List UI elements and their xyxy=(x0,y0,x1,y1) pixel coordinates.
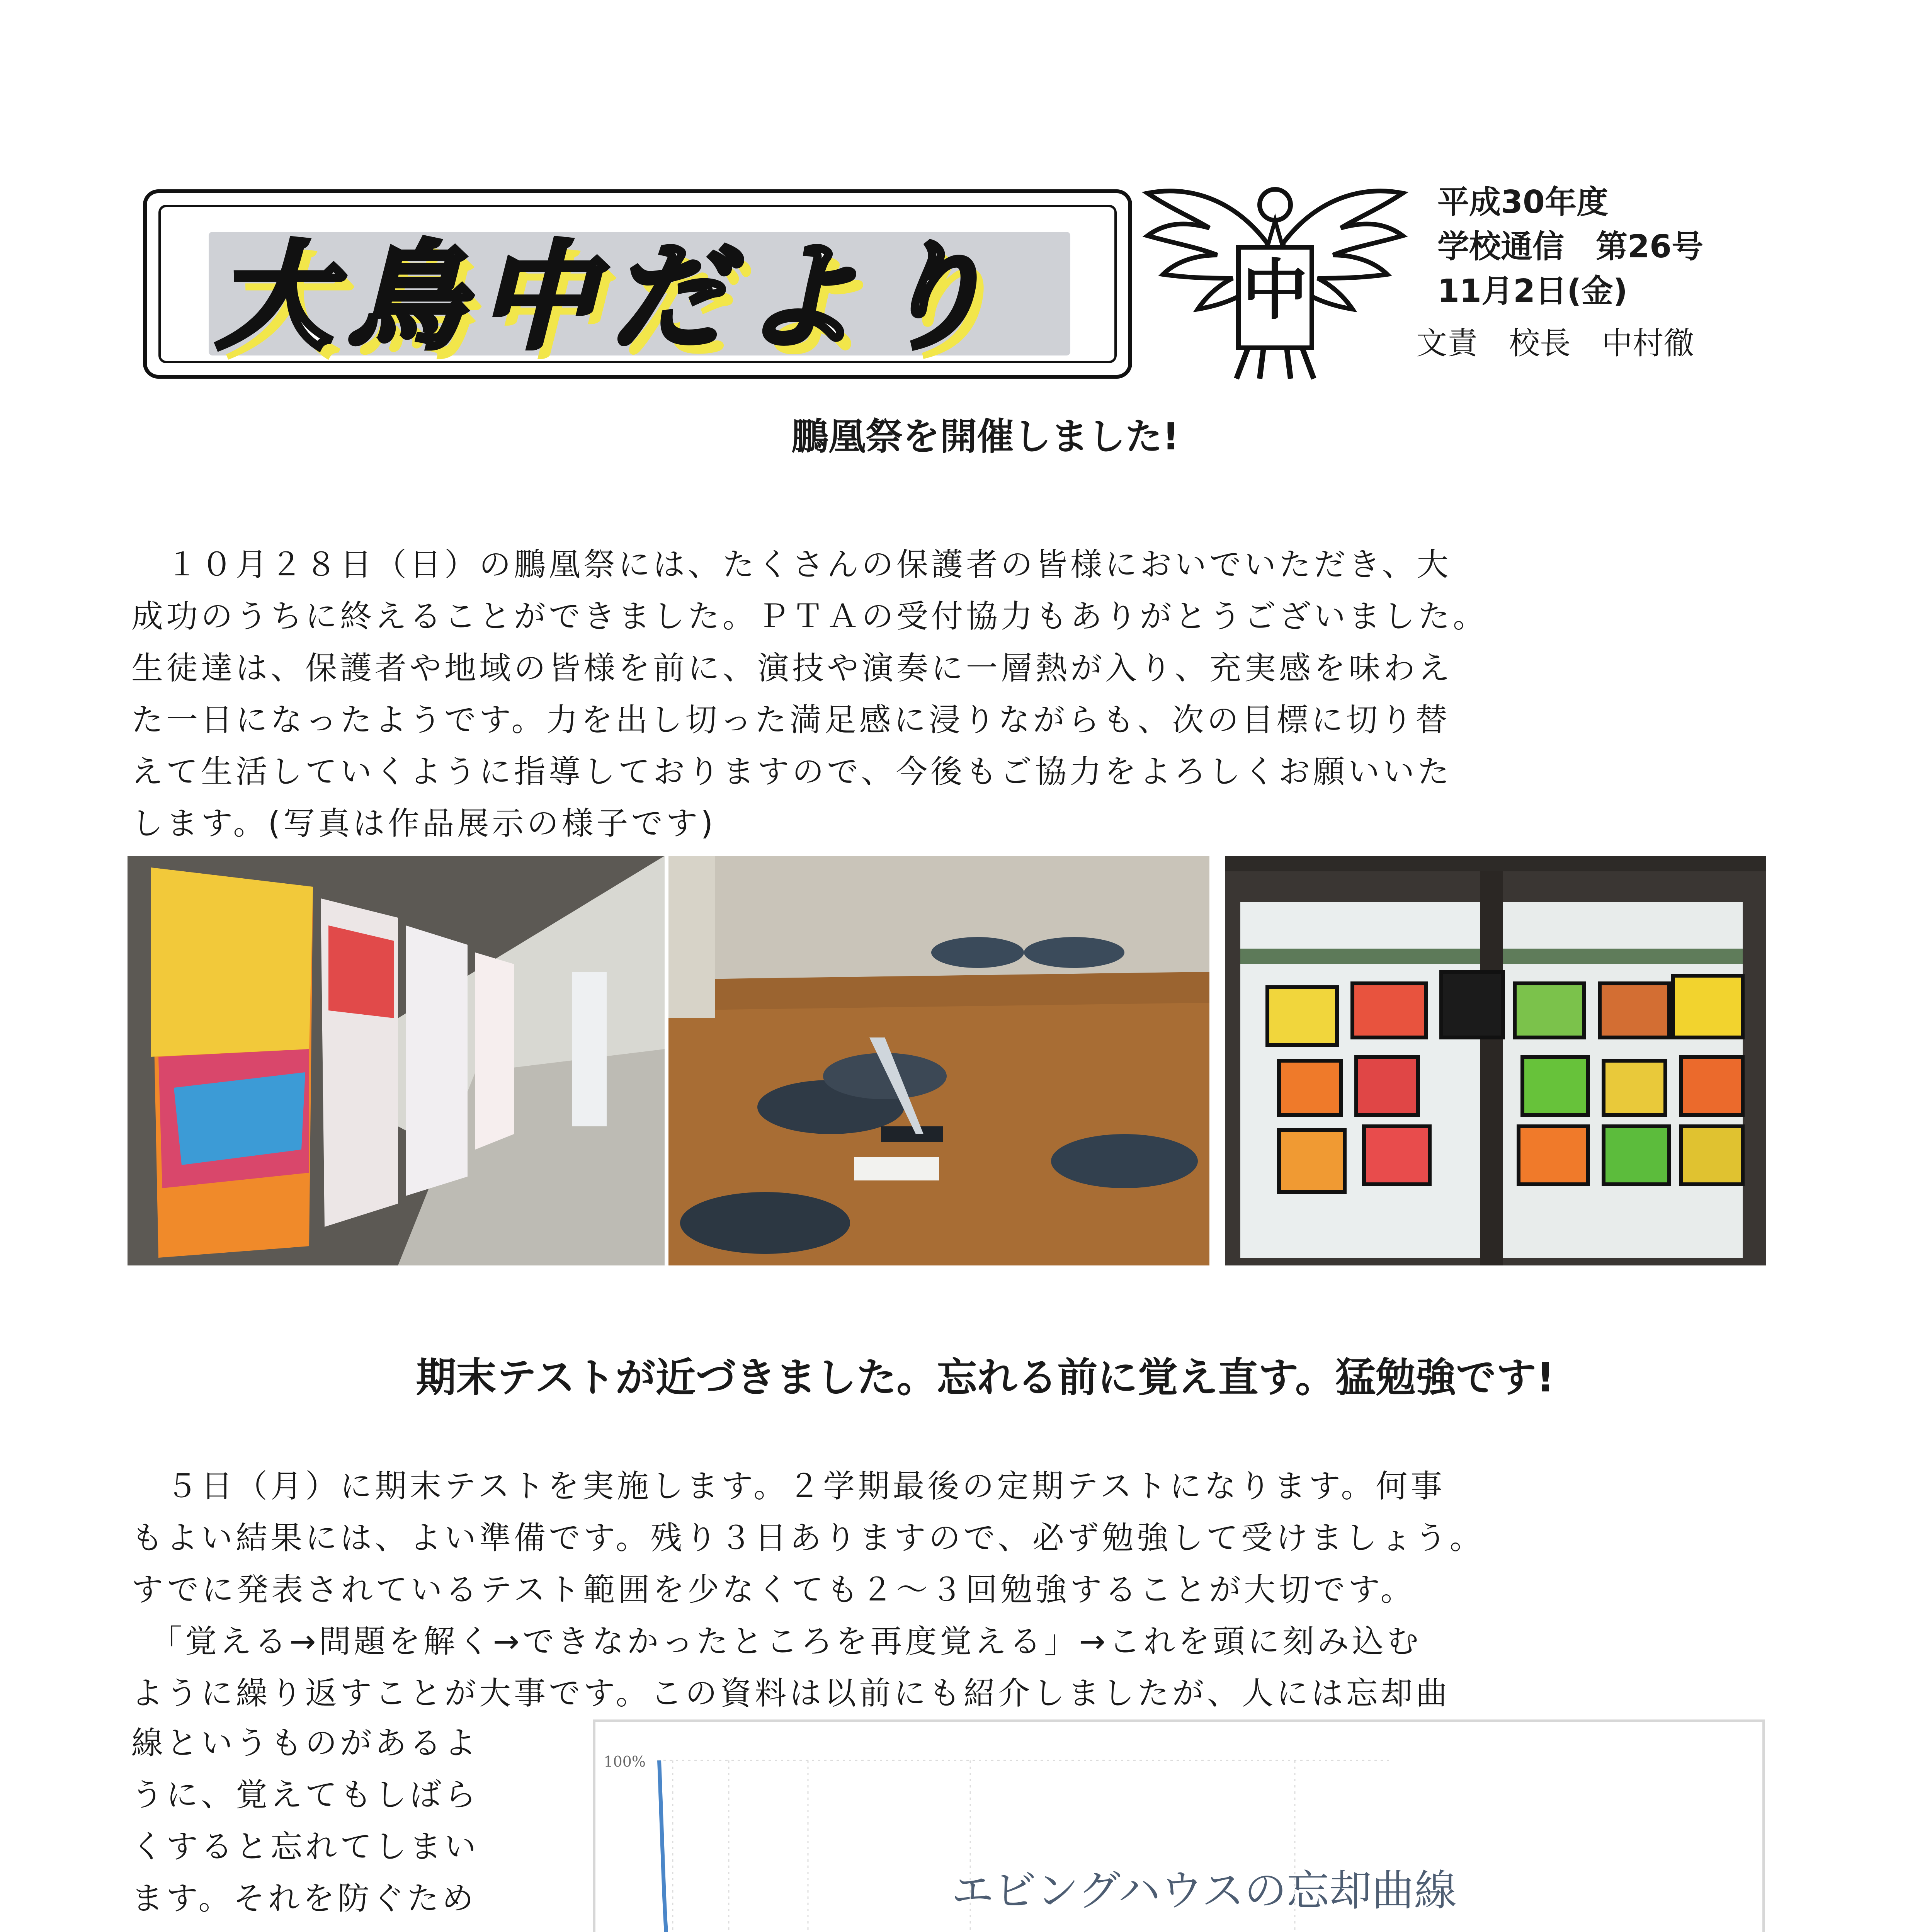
text-line: 生徒達は、保護者や地域の皆様を前に、演技や演奏に一層熱が入り、充実感を味わえ xyxy=(131,650,1453,687)
chart-canvas xyxy=(595,1722,1762,1932)
issue-number: 学校通信 第26号 xyxy=(1437,228,1704,265)
text-line: うに、覚えてもしばら xyxy=(131,1777,480,1813)
y-tick-label: 100% xyxy=(604,1753,646,1770)
article-2-body xyxy=(131,1461,1485,1719)
text-line: します。(写真は作品展示の様子です) xyxy=(131,805,716,842)
text-line: ように繰り返すことが大事です。この資料は以前にも紹介しましたが、人には忘却曲 xyxy=(131,1675,1451,1712)
chart-title: エビングハウスの忘却曲線 xyxy=(951,1866,1457,1915)
text-line: １０月２８日（日）の鵬凰祭には、たくさんの保護者の皆様においでいただき、大 xyxy=(131,546,1452,583)
text-line: くすると忘れてしまい xyxy=(131,1828,480,1865)
article-1-headline: 鵬凰祭を開催しました! xyxy=(791,415,1179,458)
text-line: た一日になったようです。力を出し切った満足感に浸りながらも、次の目標に切り替 xyxy=(131,702,1451,738)
issue-era: 平成30年度 xyxy=(1437,184,1609,221)
photo-window-cutouts xyxy=(1225,856,1766,1265)
issue-editor: 文責 校長 中村徹 xyxy=(1416,325,1694,361)
text-line: えて生活していくように指導しておりますので、今後もご協力をよろしくお願いいた xyxy=(131,753,1452,790)
text-line: ５日（月）に期末テストを実施します。２学期最後の定期テストになります。何事 xyxy=(131,1468,1446,1505)
photo-artwork-display xyxy=(668,856,1209,1265)
school-emblem-icon xyxy=(1140,170,1410,386)
text-line: 線というものがあるよ xyxy=(131,1725,480,1762)
forgetting-curve-chart xyxy=(593,1719,1765,1932)
svg-text:中: 中 xyxy=(1242,252,1308,329)
article-1-body xyxy=(131,539,1488,850)
text-line xyxy=(131,1925,479,1932)
text-line: 「覚える→問題を解く→できなかったところを再度覚える」→これを頭に刻み込む xyxy=(131,1623,1422,1660)
photo-hallway-posters xyxy=(128,856,665,1265)
text-line: 成功のうちに終えることができました。ＰＴＡの受付協力もありがとうございました。 xyxy=(131,598,1488,635)
text-line: もよい結果には、よい準備です。残り３日ありますので、必ず勉強して受けましょう。 xyxy=(131,1520,1485,1556)
issue-date: 11月2日(金) xyxy=(1437,273,1628,310)
text-line: ます。それを防ぐため xyxy=(131,1880,477,1917)
article-2-headline: 期末テストが近づきました。忘れる前に覚え直す。猛勉強です! xyxy=(416,1354,1555,1401)
article-2-side-column xyxy=(131,1718,479,1932)
text-line: すでに発表されているテスト範囲を少なくても２～３回勉強することが大切です。 xyxy=(131,1571,1415,1608)
masthead-title: 大鳥中だより xyxy=(216,230,1005,365)
